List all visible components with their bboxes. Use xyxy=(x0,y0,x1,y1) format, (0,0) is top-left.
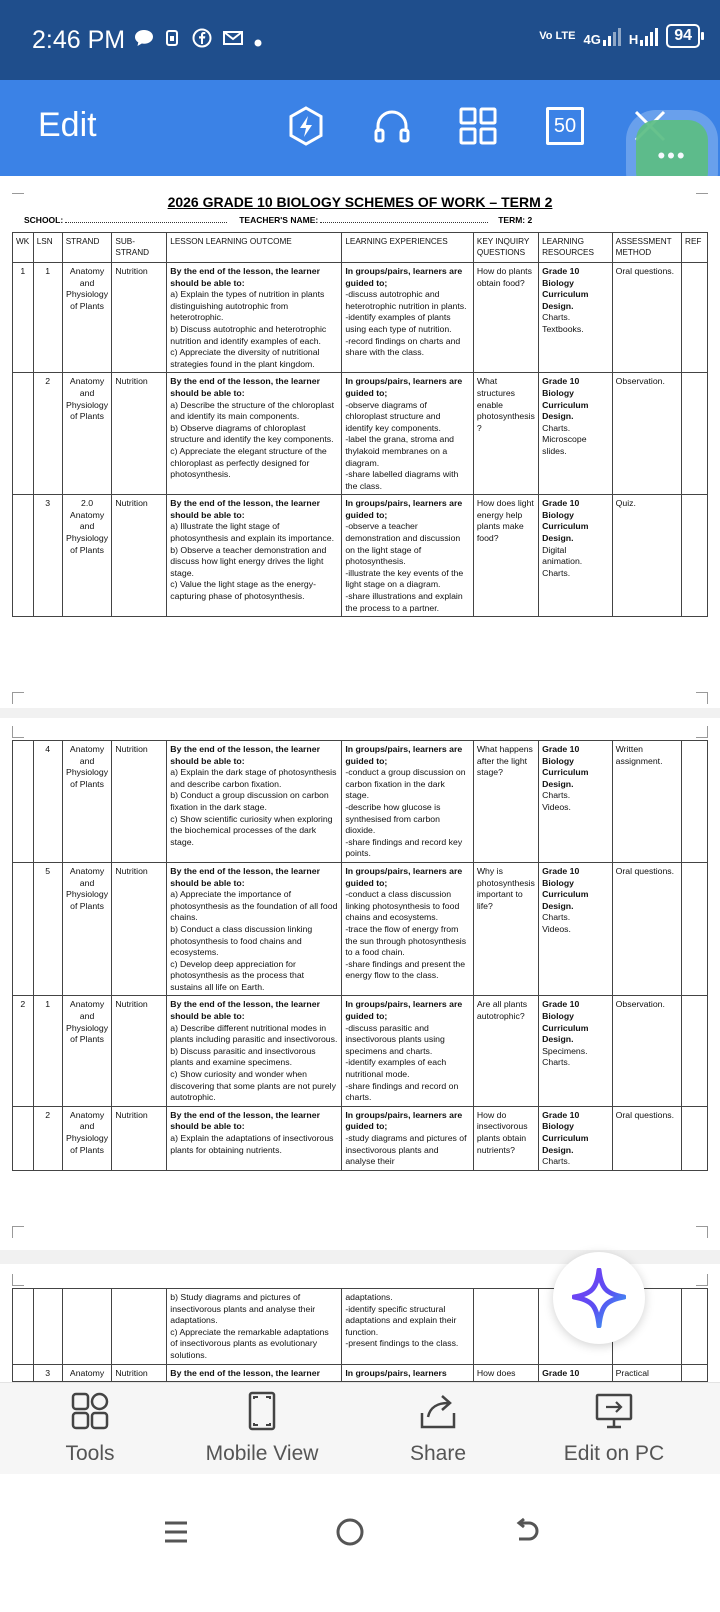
lesson-cell: 1 xyxy=(33,996,62,1106)
ref-cell xyxy=(682,495,708,617)
resources-cell xyxy=(539,996,613,1106)
experience-text: -discuss autotrophic and heterotrophic nutrition in plants. -identify examples of plants using each type of nutrition. -record findings on charts and share with the class. xyxy=(345,289,467,358)
header-cell: LSN xyxy=(33,233,62,263)
table-row xyxy=(13,1364,708,1382)
header-cell: REF xyxy=(682,233,708,263)
volte-label: Vo LTE xyxy=(539,29,576,42)
sub-strand-cell: Nutrition xyxy=(112,495,167,617)
signal-bars-icon xyxy=(603,26,621,46)
mobile-view-label: Mobile View xyxy=(205,1442,319,1465)
resources-text: Charts. Microscope slides. xyxy=(542,422,587,456)
experience-text: -study diagrams and pictures of insectivorous plants and analyse their xyxy=(345,1133,467,1167)
outcome-text: a) Explain the dark stage of photosynthesis and describe carbon fixation. b) Conduct a group discussion on carbon fixation in the dark stage. c) Show scientific curiosity when exploring the biochemical processes of the dark stage. xyxy=(170,767,337,847)
signal-4g: 4G xyxy=(583,26,620,46)
experience-heading: In groups/pairs, learners are guided to; xyxy=(345,376,463,398)
experience-cell xyxy=(342,495,474,617)
header-cell: LESSON LEARNING OUTCOME xyxy=(167,233,342,263)
header-cell: SUB-STRAND xyxy=(112,233,167,263)
week-cell xyxy=(13,495,34,617)
facebook-icon xyxy=(192,28,212,53)
kiq-cell: How does xyxy=(473,1364,538,1382)
sparkle-icon xyxy=(572,1268,626,1328)
dot-icon xyxy=(254,30,262,52)
outcome-cell xyxy=(167,495,342,617)
resources-text: Digital animation. Charts. xyxy=(542,544,583,578)
header-cell: KEY INQUIRY QUESTIONS xyxy=(473,233,538,263)
experience-cell xyxy=(342,263,474,373)
outcome-cell: By the end of the lesson, the learner xyxy=(167,1364,342,1382)
monitor-icon xyxy=(594,1391,634,1431)
experience-text: -observe a teacher demonstration and discussion on the light stage of photosynthesis. -illustrate the key events of the light stage on a diagram. -share illustrations and explain the process to a partner. xyxy=(345,521,464,613)
experience-cell xyxy=(342,1106,474,1170)
resources-text: Charts. xyxy=(542,1156,571,1167)
schemes-table-page-1 xyxy=(12,232,708,617)
mobile-view-icon xyxy=(242,1391,282,1431)
floating-menu-button[interactable]: ••• xyxy=(636,120,708,192)
recent-apps-icon[interactable] xyxy=(146,1502,206,1562)
strand-cell: 2.0 Anatomy and Physiology of Plants xyxy=(62,495,112,617)
experience-cell: In groups/pairs, learners xyxy=(342,1364,474,1382)
ref-cell xyxy=(682,373,708,495)
resources-cell: Grade 10 xyxy=(539,1364,613,1382)
kiq-cell: How does light energy help plants make food? xyxy=(473,495,538,617)
resources-cell xyxy=(539,741,613,863)
strand-cell: Anatomy and Physiology of Plants xyxy=(62,862,112,996)
kiq-cell: How do plants obtain food? xyxy=(473,263,538,373)
resources-cell xyxy=(539,862,613,996)
resources-heading: Grade 10 Biology Curriculum Design. xyxy=(542,744,589,789)
outcome-heading: By the end of the lesson, the learner should be able to: xyxy=(170,376,320,398)
outcome-cell xyxy=(167,862,342,996)
outcome-cell xyxy=(167,1106,342,1170)
lightning-hex-icon[interactable] xyxy=(286,106,326,146)
share-icon xyxy=(418,1391,458,1431)
share-button[interactable] xyxy=(348,1391,528,1466)
battery-indicator: 94 xyxy=(666,24,700,48)
chat-bubble-icon xyxy=(134,29,154,52)
sim-icon xyxy=(164,29,182,52)
bottom-toolbar xyxy=(0,1382,720,1474)
meta-line xyxy=(24,215,714,225)
headphones-icon[interactable] xyxy=(372,106,412,146)
notification-icons xyxy=(134,28,262,53)
sub-strand-cell: Nutrition xyxy=(112,373,167,495)
assessment-cell: Oral questions. xyxy=(612,862,681,996)
document-page-1 xyxy=(0,176,720,708)
assessment-cell: Practical xyxy=(612,1364,681,1382)
outcome-heading: By the end of the lesson, the learner should be able to: xyxy=(170,865,320,888)
mobile-view-button[interactable] xyxy=(172,1391,352,1466)
assessment-cell: Oral questions. xyxy=(612,263,681,373)
assessment-cell: Quiz. xyxy=(612,495,681,617)
tools-icon xyxy=(70,1391,110,1431)
experience-cell: adaptations. -identify specific structural adaptations and explain their function. -present findings to the class. xyxy=(342,1289,474,1365)
outcome-cell xyxy=(167,741,342,863)
sub-strand-cell: Nutrition xyxy=(112,1364,167,1382)
outcome-text: a) Describe different nutritional modes in plants including parasitic and insectivorous. b) Discuss parasitic and insectivorous plants and examine specimens. c) Show curiosity and wonder when discovering that some plants are not purely autotrophic. xyxy=(170,1022,338,1103)
experience-heading: In groups/pairs, learners are guided to; xyxy=(345,865,463,888)
table-row xyxy=(13,373,708,495)
experience-heading: In groups/pairs, learners are guided to; xyxy=(345,498,463,520)
week-cell xyxy=(13,741,34,863)
resources-heading: Grade 10 Biology Curriculum Design. xyxy=(542,999,589,1045)
lesson-cell: 5 xyxy=(33,862,62,996)
kiq-cell: Why is photosynthesis important to life? xyxy=(473,862,538,996)
resources-cell xyxy=(539,373,613,495)
table-row xyxy=(13,263,708,373)
outcome-text: a) Explain the types of nutrition in plants distinguishing autotrophic from heterotrophic. b) Discuss autotrophic and heterotrophic nutrition and identify examples of each. c) Appreciate the diversity of nutritional strategies found in the plant kingdom. xyxy=(170,289,327,369)
assessment-cell: Oral questions. xyxy=(612,1106,681,1170)
teacher-label: TEACHER'S NAME: xyxy=(239,215,319,225)
page-count-label: 50 xyxy=(546,107,584,145)
sub-strand-cell: Nutrition xyxy=(112,1106,167,1170)
resources-heading: Grade 10 Biology Curriculum Design. xyxy=(542,376,589,422)
resources-heading: Grade 10 Biology Curriculum Design. xyxy=(542,865,589,911)
experience-text: -conduct a class discussion linking photosynthesis to food chains and ecosystems. -trace the flow of energy from the sun through photosynthesis to a food chain. -share findings and present the energy flow to the class. xyxy=(345,889,467,981)
resources-cell xyxy=(539,1106,613,1170)
experience-cell xyxy=(342,741,474,863)
ai-assistant-button[interactable] xyxy=(553,1252,645,1344)
ref-cell xyxy=(682,263,708,373)
assessment-cell: Written assignment. xyxy=(612,741,681,863)
header-cell: WK xyxy=(13,233,34,263)
experience-heading: In groups/pairs, learners are guided to; xyxy=(345,999,463,1022)
strand-cell: Anatomy xyxy=(62,1364,112,1382)
experience-cell xyxy=(342,862,474,996)
term-label: TERM: 2 xyxy=(498,215,533,225)
outcome-heading: By the end of the lesson, the learner should be able to: xyxy=(170,1109,320,1132)
resources-heading: Grade 10 Biology Curriculum Design. xyxy=(542,498,589,544)
tools-button[interactable] xyxy=(0,1391,180,1466)
document-viewer[interactable] xyxy=(0,176,720,1422)
ref-cell xyxy=(682,741,708,863)
week-cell xyxy=(13,1106,34,1170)
resources-text: Charts. Videos. xyxy=(542,790,571,812)
outcome-text: a) Describe the structure of the chloroplast and identify its main components. b) Observe diagrams of chloroplast structure and identify the key components. c) Appreciate the elegant structure of the chloroplast as perfectly designed for photosynthesis. xyxy=(170,399,334,480)
kiq-cell: What happens after the light stage? xyxy=(473,741,538,863)
week-cell xyxy=(13,373,34,495)
outcome-cell xyxy=(167,263,342,373)
outcome-cell xyxy=(167,373,342,495)
edit-on-pc-label: Edit on PC xyxy=(563,1442,665,1465)
lesson-cell: 4 xyxy=(33,741,62,863)
header-cell: LEARNING RESOURCES xyxy=(539,233,613,263)
document-title: 2026 GRADE 10 BIOLOGY SCHEMES OF WORK – TERM 2 xyxy=(167,194,553,210)
edit-on-pc-button[interactable] xyxy=(524,1391,704,1466)
strand-cell: Anatomy and Physiology of Plants xyxy=(62,1106,112,1170)
share-label: Share xyxy=(409,1442,467,1465)
tools-label: Tools xyxy=(65,1442,115,1465)
status-bar xyxy=(0,0,720,80)
page-count-icon[interactable] xyxy=(544,106,586,146)
header-cell: STRAND xyxy=(62,233,112,263)
strand-cell: Anatomy and Physiology of Plants xyxy=(62,373,112,495)
resources-text: Charts. Textbooks. xyxy=(542,312,584,334)
experience-cell xyxy=(342,373,474,495)
home-icon[interactable] xyxy=(320,1502,380,1562)
back-icon[interactable] xyxy=(496,1502,556,1562)
document-page-2 xyxy=(0,718,720,1250)
gmail-icon xyxy=(222,29,244,52)
ref-cell xyxy=(682,862,708,996)
sub-strand-cell: Nutrition xyxy=(112,263,167,373)
resources-text: Specimens. Charts. xyxy=(542,1045,588,1068)
ref-cell xyxy=(682,1106,708,1170)
outcome-text: a) Appreciate the importance of photosynthesis as the foundation of all food chains. b) Conduct a class discussion linking photosynthesis to food chains and ecosystems. c) Develop deep appreciation for photosynthesis as the process that sustains all life on Earth. xyxy=(170,889,338,992)
outcome-cell xyxy=(167,996,342,1106)
resources-cell xyxy=(539,495,613,617)
experience-cell xyxy=(342,996,474,1106)
table-row xyxy=(13,862,708,996)
signal-h: H xyxy=(629,26,658,46)
experience-heading: In groups/pairs, learners are guided to; xyxy=(345,1109,463,1132)
strand-cell: Anatomy and Physiology of Plants xyxy=(62,741,112,863)
editor-toolbar xyxy=(0,80,720,176)
experience-text: -observe diagrams of chloroplast structure and identify key components. -label the grana, stroma and thylakoid membranes on a diagram. -share labelled diagrams with the class. xyxy=(345,399,459,491)
lesson-cell: 1 xyxy=(33,263,62,373)
outcome-heading: By the end of the lesson, the learner should be able to: xyxy=(170,999,320,1022)
experience-text: -conduct a group discussion on carbon fixation in the dark stage. -describe how glucose is synthesised from carbon dioxide. -share findings and record key points. xyxy=(345,767,466,859)
header-cell: LEARNING EXPERIENCES xyxy=(342,233,474,263)
grid-icon[interactable] xyxy=(458,106,498,146)
outcome-text: a) Explain the adaptations of insectivorous plants for obtaining nutrients. xyxy=(170,1133,334,1155)
experience-heading: In groups/pairs, learners are guided to; xyxy=(345,266,463,288)
outcome-cell: b) Study diagrams and pictures of insectivorous plants and analyse their adaptations. c) Appreciate the remarkable adaptations of insectivorous plants as evolutionary solutions. xyxy=(167,1289,342,1365)
outcome-heading: By the end of the lesson, the learner should be able to: xyxy=(170,498,320,520)
sub-strand-cell: Nutrition xyxy=(112,741,167,863)
kiq-cell: How do insectivorous plants obtain nutrients? xyxy=(473,1106,538,1170)
schemes-table-page-2 xyxy=(12,740,708,1171)
resources-text: Charts. Videos. xyxy=(542,912,571,934)
resources-cell xyxy=(539,263,613,373)
status-right xyxy=(539,24,700,48)
strand-cell: Anatomy and Physiology of Plants xyxy=(62,263,112,373)
strand-cell: Anatomy and Physiology of Plants xyxy=(62,996,112,1106)
sub-strand-cell: Nutrition xyxy=(112,862,167,996)
table-header-row xyxy=(13,233,708,263)
ref-cell xyxy=(682,996,708,1106)
outcome-heading: By the end of the lesson, the learner should be able to: xyxy=(170,266,320,288)
resources-heading: Grade 10 Biology Curriculum Design. xyxy=(542,266,589,311)
lesson-cell: 2 xyxy=(33,373,62,495)
lesson-cell: 3 xyxy=(33,1364,62,1382)
table-row xyxy=(13,1106,708,1170)
kiq-cell: What structures enable photosynthesis? xyxy=(473,373,538,495)
assessment-cell: Observation. xyxy=(612,373,681,495)
table-row xyxy=(13,996,708,1106)
assessment-cell: Observation. xyxy=(612,996,681,1106)
header-cell: ASSESSMENT METHOD xyxy=(612,233,681,263)
table-row xyxy=(13,495,708,617)
table-row xyxy=(13,741,708,863)
system-nav-bar xyxy=(0,1474,720,1612)
signal-bars-icon-2 xyxy=(640,26,658,46)
edit-title[interactable]: Edit xyxy=(38,106,97,144)
lesson-cell: 2 xyxy=(33,1106,62,1170)
school-label: SCHOOL: xyxy=(24,215,64,225)
status-time: 2:46 PM xyxy=(32,26,126,54)
resources-heading: Grade 10 Biology Curriculum Design. xyxy=(542,1109,589,1155)
sub-strand-cell: Nutrition xyxy=(112,996,167,1106)
experience-text: -discuss parasitic and insectivorous plants using specimens and charts. -identify examples of each nutritional mode. -share findings and record on charts. xyxy=(345,1022,459,1103)
outcome-heading: By the end of the lesson, the learner should be able to: xyxy=(170,744,320,766)
week-cell: 2 xyxy=(13,996,34,1106)
experience-heading: In groups/pairs, learners are guided to; xyxy=(345,744,463,766)
kiq-cell: Are all plants autotrophic? xyxy=(473,996,538,1106)
outcome-text: a) Illustrate the light stage of photosynthesis and explain its importance. b) Observe a teacher demonstration and discuss how light energy drives the light stage. c) Value the light stage as the energy-capturing phase of photosynthesis. xyxy=(170,521,335,602)
week-cell: 1 xyxy=(13,263,34,373)
week-cell xyxy=(13,862,34,996)
lesson-cell: 3 xyxy=(33,495,62,617)
